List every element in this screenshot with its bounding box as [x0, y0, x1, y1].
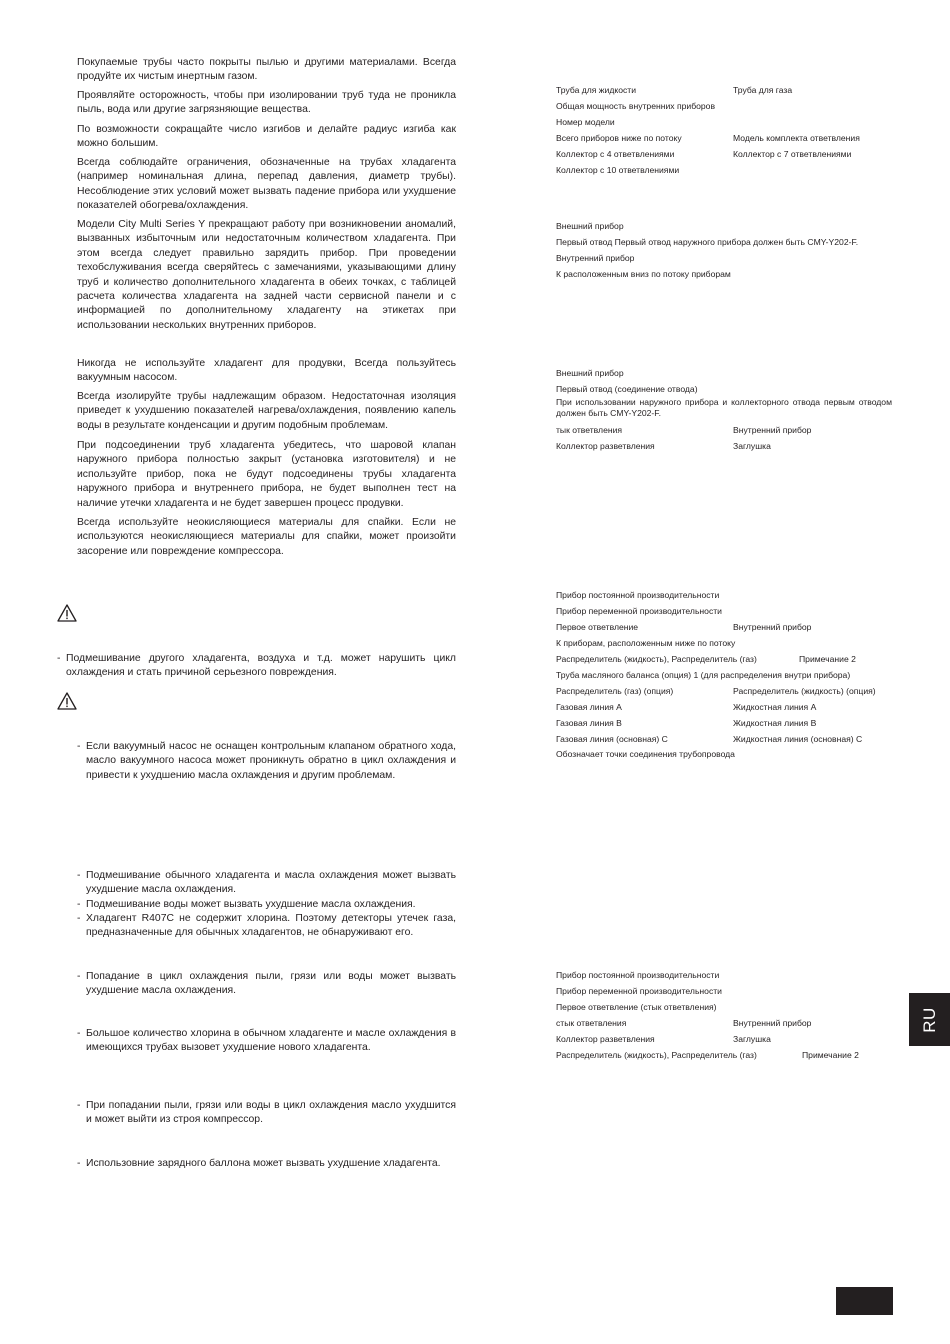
- label-branch-header: Коллектор разветвления: [556, 1034, 655, 1044]
- label-gas-distributor-option: Распределитель (газ) (опция): [556, 686, 674, 696]
- label-branch-header: Коллектор разветвления: [556, 441, 655, 451]
- bullet-r407c-chlorine: [77, 912, 456, 941]
- bullet-dash: -: [77, 1100, 81, 1111]
- language-tab: [909, 993, 950, 1046]
- paragraph-vacuum-pump: Никогда не используйте хладагент для продувки, Всегда пользуйтесь вакуумным насосом.: [77, 358, 456, 384]
- warning-triangle-icon: [57, 692, 77, 710]
- label-cap: Заглушка: [733, 1034, 771, 1044]
- label-liquid-line-c: Жидкостная линия (основная) C: [733, 734, 863, 744]
- label-note-2: Примечание 2: [802, 1050, 859, 1060]
- label-indoor-unit: Внутренний прибор: [733, 622, 812, 632]
- paragraph-pipe-restrictions: Всегда соблюдайте ограничения, обозначенные на трубах хладагента (например номинальная длина, перепад давления, диаметр трубы). Несоблюдение этих условий может вызвать падение прибора или ухудшение показателей обогрева/охлаждения.: [77, 157, 456, 212]
- label-oil-balance-pipe: Труба масляного баланса (опция) 1 (для распределения внутри прибора): [556, 670, 851, 680]
- bullet-mixing-water: [77, 898, 456, 912]
- paragraph-city-multi-charge: Модели City Multi Series Y прекращают работу при возникновении аномалий, вызванных избыточным или недостаточным количеством хладагента. При этом всегда следует правильно зарядить прибор. При проведении техобслуживания всегда сверяйтесь с замечаниями, указывающими длину труб и количество дополнительного хладагента в обеих точках, с таблицей расчета количества хладагента на задней части сервисной панели и с информацией по дополнительному хладагенту на этикетах при использовании нескольких внутренних приборов.: [77, 219, 456, 331]
- bullet-text: Большое количество хлорина в обычном хладагенте и масле охлаждения в имеющихся трубах вызовет ухудшение нового хладагента.: [86, 1028, 456, 1054]
- label-first-branch-joint: Первое ответвление (стык ответвления): [556, 1002, 717, 1012]
- bullet-text: Хладагент R407C не содержит хлорина. Поэтому детекторы утечек газа, предназначенные для обычных хладагентов, не обнаруживают его.: [86, 913, 456, 939]
- paragraph-insulation-caution: Проявляйте осторожность, чтобы при изолировании труб туда не проникла пыль, вода или другие загрязняющие вещества.: [77, 90, 456, 116]
- label-indoor-unit: Внутренний прибор: [556, 253, 635, 263]
- bullet-dash: -: [77, 870, 81, 881]
- label-distributors: Распределитель (жидкость), Распределитель (газ): [556, 654, 757, 664]
- paragraph-brazing: Всегда используйте неокисляющиеся материалы для спайки. Если не используются неокисляющиеся материалы для спайки, может произойти засорение или повреждение компрессора.: [77, 517, 456, 557]
- label-total-downstream: Всего приборов ниже по потоку: [556, 133, 682, 143]
- label-model-number: Номер модели: [556, 117, 615, 127]
- label-branch-kit-model: Модель комплекта ответвления: [733, 133, 860, 143]
- label-variable-capacity: Прибор переменной производительности: [556, 986, 722, 996]
- label-gas-line-b: Газовая линия B: [556, 718, 622, 728]
- label-outdoor-unit: Внешний прибор: [556, 368, 624, 378]
- label-indoor-unit: Внутренний прибор: [733, 1018, 812, 1028]
- label-constant-capacity: Прибор постоянной производительности: [556, 590, 720, 600]
- label-liquid-pipe: Труба для жидкости: [556, 85, 637, 95]
- paragraph-dusty-pipes: Покупаемые трубы часто покрыты пылью и другими материалами. Всегда продуйте их чистым инертным газом.: [77, 57, 456, 83]
- bullet-text: При попадании пыли, грязи или воды в цикл охлаждения масло ухудшится и может выйти из строя компрессор.: [86, 1100, 456, 1126]
- label-note-2: Примечание 2: [799, 654, 856, 664]
- label-gas-line-c: Газовая линия (основная) C: [556, 734, 668, 744]
- bullet-dust-dirt: [77, 970, 456, 999]
- label-to-downstream-units: К приборам, расположенным ниже по потоку: [556, 638, 736, 648]
- paragraph-bend-radius: По возможности сокращайте число изгибов и делайте радиус изгиба как можно большим.: [77, 124, 456, 150]
- bullet-mixing-refrigerant: [57, 652, 456, 681]
- page-number-box: [836, 1287, 893, 1315]
- language-tab-label: RU: [919, 1006, 939, 1033]
- label-variable-capacity: Прибор переменной производительности: [556, 606, 722, 616]
- warning-triangle-icon: [57, 604, 77, 622]
- bullet-dash: -: [77, 741, 81, 752]
- label-branch-joint: тык ответвления: [556, 425, 623, 435]
- bullet-mixing-oil: [77, 869, 456, 898]
- label-header-4: Коллектор с 4 ответвлениями: [556, 149, 675, 159]
- bullet-dash: -: [77, 899, 81, 910]
- bullet-text: Подмешивание обычного хладагента и масла охлаждения может вызвать ухудшение масла охлаждения.: [86, 870, 456, 896]
- label-constant-capacity: Прибор постоянной производительности: [556, 970, 720, 980]
- bullet-dash: -: [77, 1158, 81, 1169]
- bullet-dash: -: [77, 913, 81, 924]
- label-distributors: Распределитель (жидкость), Распределитель (газ): [556, 1050, 757, 1060]
- bullet-text: Попадание в цикл охлаждения пыли, грязи или воды может вызвать ухудшение масла охлаждения.: [86, 971, 456, 997]
- label-cap: Заглушка: [733, 441, 771, 451]
- label-to-downstream: К расположенным вниз по потоку приборам: [556, 269, 731, 279]
- label-liquid-distributor-option: Распределитель (жидкость) (опция): [733, 686, 876, 696]
- bullet-dash: -: [77, 971, 81, 982]
- label-first-branch: Первый отвод Первый отвод наружного прибора должен быть CMY-Y202-F.: [556, 237, 859, 247]
- label-total-capacity: Общая мощность внутренних приборов: [556, 101, 716, 111]
- label-header-10: Коллектор с 10 ответвлениями: [556, 165, 680, 175]
- bullet-check-valve: [77, 740, 456, 783]
- label-branch-joint: стык ответвления: [556, 1018, 627, 1028]
- label-connection-points: Обозначает точки соединения трубопровода: [556, 749, 735, 759]
- bullet-dash: -: [57, 653, 61, 664]
- bullet-text: Использовние зарядного баллона может вызвать ухудшение хладагента.: [86, 1158, 441, 1169]
- paragraph-ball-valve: При подсоединении труб хладагента убедитесь, что шаровой клапан наружного прибора полностью закрыт (установка изготовителя) и не используйте прибор, пока не будут подсоединены трубы хладагента наружного прибора и внутреннего прибора, не будет выполнен тест на наличие утечки хладагента и не будет завершен процесс продувки.: [77, 440, 456, 509]
- label-liquid-line-b: Жидкостная линия B: [733, 718, 817, 728]
- label-header-note: При использовании наружного прибора и коллекторного отвода первым отводом должен быть CMY-Y202-F.: [556, 397, 892, 418]
- bullet-text: Подмешивание другого хладагента, воздуха и т.д. может нарушить цикл охлаждения и стать причиной серьезного повреждения.: [66, 653, 456, 679]
- label-liquid-line-a: Жидкостная линия A: [733, 702, 817, 712]
- bullet-chlorine-existing-pipes: [77, 1027, 456, 1056]
- label-gas-line-a: Газовая линия A: [556, 702, 622, 712]
- bullet-text: Подмешивание воды может вызвать ухудшение масла охлаждения.: [86, 899, 416, 910]
- label-outdoor-unit: Внешний прибор: [556, 221, 624, 231]
- label-header-7: Коллектор с 7 ответвлениями: [733, 149, 852, 159]
- label-gas-pipe: Труба для газа: [733, 85, 793, 95]
- label-first-branch: Первое ответвление: [556, 622, 639, 632]
- bullet-compressor-failure: [77, 1099, 456, 1128]
- label-indoor-unit: Внутренний прибор: [733, 425, 812, 435]
- label-first-branch-joint: Первый отвод (соединение отвода): [556, 384, 698, 394]
- paragraph-insulate-pipes: Всегда изолируйте трубы надлежащим образом. Недостаточная изоляция приведет к ухудшению показателей нагрева/охлаждения, появлению капель воды в результате конденсации и другим подобным проблемам.: [77, 391, 456, 431]
- bullet-text: Если вакуумный насос не оснащен контрольным клапаном обратного хода, масло вакуумного насоса может проникнуть обратно в цикл охлаждения и привести к ухудшению масла охлаждения и другим проблемам.: [86, 741, 456, 781]
- bullet-dash: -: [77, 1028, 81, 1039]
- bullet-charging-cylinder: [77, 1157, 456, 1171]
